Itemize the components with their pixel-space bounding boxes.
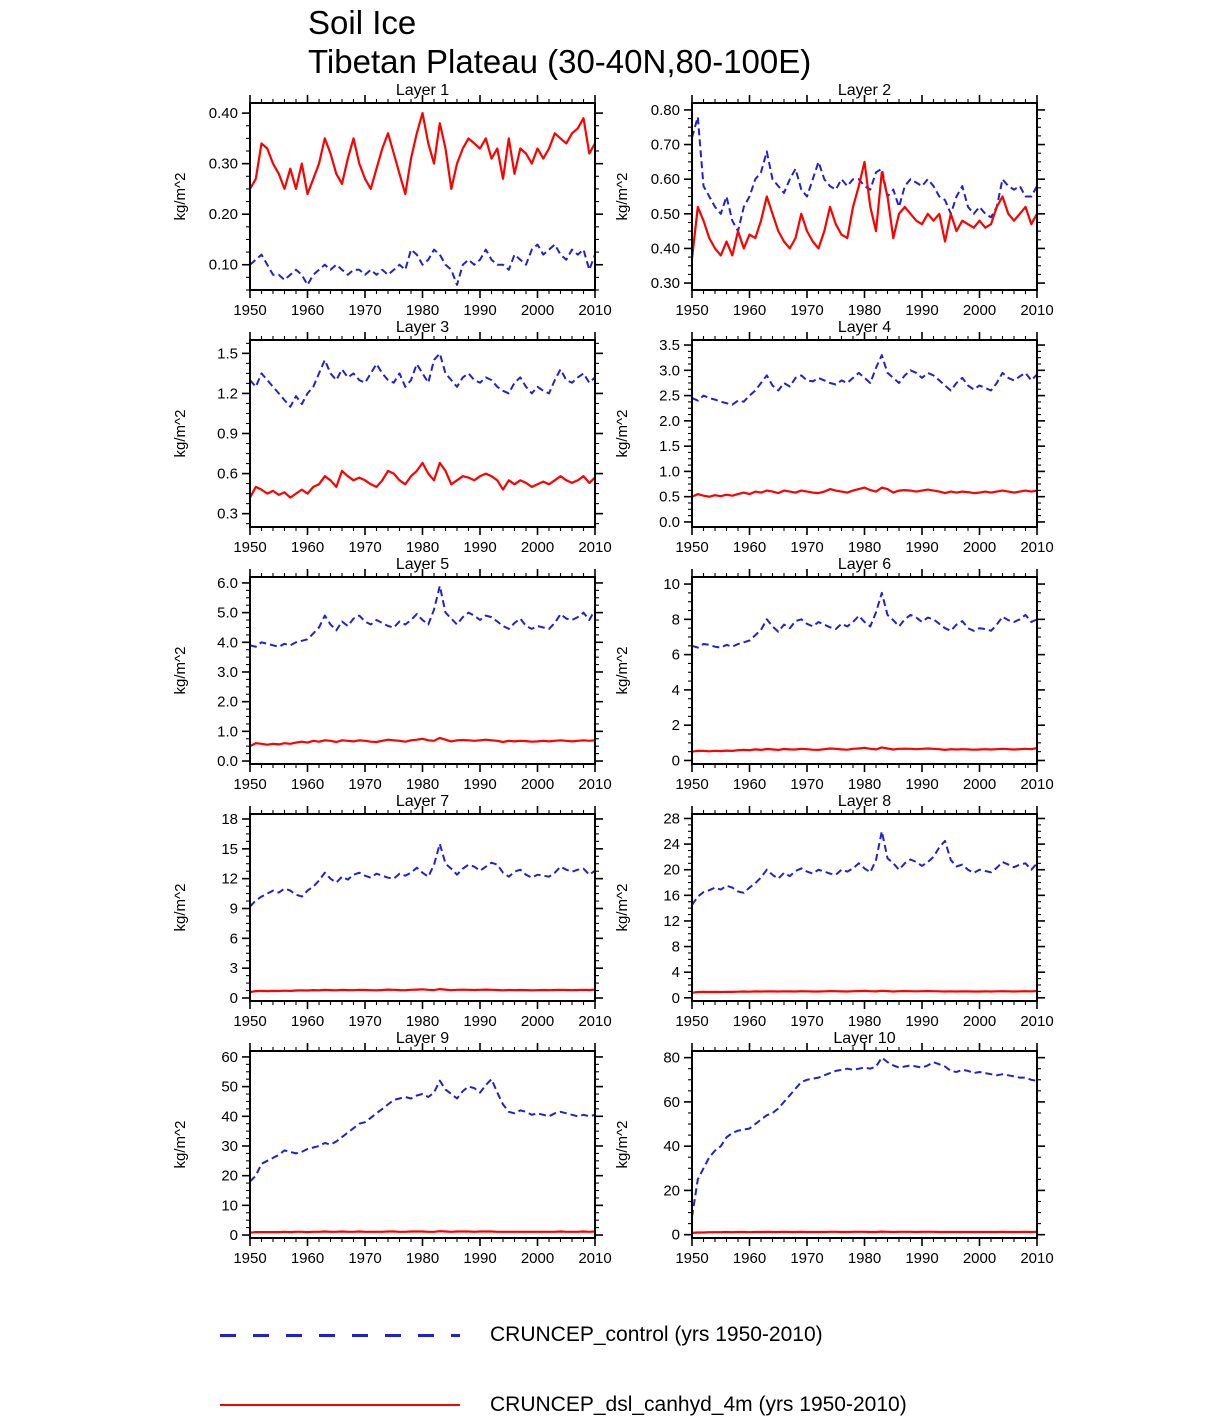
plot-box [692,103,1037,290]
x-tick-label: 1990 [905,539,939,556]
x-tick-label: 1990 [463,539,497,556]
x-tick-label: 2010 [1020,302,1054,319]
x-tick-label: 1950 [233,1250,267,1267]
y-tick-label: 0.5 [659,488,680,506]
figure-header [308,4,811,81]
x-tick-label: 1980 [847,776,882,793]
y-axis-label: kg/m^2 [172,1120,189,1169]
x-tick-label: 1970 [348,1250,382,1267]
x-tick-label: 1960 [732,1013,767,1030]
y-tick-label: 6 [671,646,680,664]
y-tick-label: 3.0 [659,362,680,380]
y-axis-label: kg/m^2 [614,172,631,221]
y-axis-label: kg/m^2 [614,1120,631,1169]
x-tick-label: 1990 [463,1013,497,1030]
x-tick-label: 1970 [790,302,824,319]
chart-layer-1 [160,73,612,319]
control-series-line [692,355,1037,405]
x-tick-label: 1980 [405,776,440,793]
x-tick-label: 1990 [463,776,497,793]
y-axis-label: kg/m^2 [614,409,631,458]
x-tick-label: 1950 [233,1013,267,1030]
plot-box [692,814,1037,1001]
dsl-series-line [250,1231,595,1233]
x-tick-label: 1960 [290,776,325,793]
x-tick-label: 1960 [290,539,325,556]
x-tick-label: 2000 [520,1013,555,1030]
chart-title: Layer 10 [833,1030,896,1047]
x-tick-label: 2010 [578,1013,612,1030]
y-tick-label: 20 [663,1182,680,1200]
y-tick-label: 15 [221,840,238,858]
legend-item-dsl [220,1392,907,1418]
x-tick-label: 2010 [1020,1250,1054,1267]
y-tick-label: 1.0 [217,723,238,741]
chart-layer-6 [602,547,1054,793]
y-tick-label: 0.20 [208,206,238,224]
y-tick-label: 0.6 [217,465,238,483]
x-tick-label: 1950 [675,1013,709,1030]
control-series-line [692,593,1037,648]
y-tick-label: 0.70 [650,136,680,154]
x-tick-label: 2000 [962,1250,997,1267]
legend-label-control: CRUNCEP_control (yrs 1950-2010) [490,1323,823,1346]
dsl-series-line [692,991,1037,993]
y-tick-label: 10 [663,576,680,594]
chart-layer-3 [160,310,612,556]
x-tick-label: 2010 [1020,1013,1054,1030]
y-tick-label: 20 [663,861,680,879]
y-tick-label: 12 [663,912,680,930]
x-tick-label: 1980 [405,302,440,319]
dsl-series-line [250,463,595,498]
y-tick-label: 40 [663,1138,680,1156]
x-tick-label: 2010 [1020,539,1054,556]
legend-item-control [220,1322,907,1348]
chart-title: Layer 3 [395,319,450,336]
chart-title: Layer 4 [837,319,892,336]
chart-title: Layer 6 [837,556,892,573]
y-tick-label: 0.80 [650,101,680,119]
y-tick-label: 24 [663,836,680,854]
x-tick-label: 1960 [290,1250,325,1267]
dsl-series-line [250,738,595,746]
x-tick-label: 1970 [790,539,824,556]
chart-layer-9 [160,1021,612,1267]
y-tick-label: 9 [229,900,238,918]
x-tick-label: 1970 [348,1013,382,1030]
y-tick-label: 60 [221,1048,238,1066]
chart-layer-2 [602,73,1054,319]
x-tick-label: 1980 [847,302,882,319]
y-tick-label: 4.0 [217,634,238,652]
control-series-line [692,117,1037,231]
chart-title: Layer 1 [395,82,450,99]
y-tick-label: 0.0 [217,753,238,771]
x-tick-label: 1990 [905,1250,939,1267]
y-axis-label: kg/m^2 [614,646,631,695]
y-tick-label: 20 [221,1167,238,1185]
x-tick-label: 1970 [348,539,382,556]
y-tick-label: 3.0 [217,663,238,681]
x-tick-label: 2000 [962,1013,997,1030]
y-tick-label: 2.0 [659,412,680,430]
legend [220,1322,907,1418]
x-tick-label: 1960 [290,302,325,319]
x-tick-label: 2000 [520,539,555,556]
y-tick-label: 40 [221,1108,238,1126]
y-tick-label: 0.50 [650,205,680,223]
control-series-line [692,831,1037,905]
y-tick-label: 0.0 [659,513,680,531]
y-tick-label: 1.5 [659,438,680,456]
x-tick-label: 2000 [962,539,997,556]
x-tick-label: 1950 [675,539,709,556]
y-tick-label: 6.0 [217,574,238,592]
chart-layer-5 [160,547,612,793]
chart-layer-8 [602,784,1054,1030]
y-tick-label: 8 [671,938,680,956]
x-tick-label: 2010 [578,302,612,319]
x-tick-label: 1960 [290,1013,325,1030]
x-tick-label: 1990 [905,302,939,319]
y-tick-label: 28 [663,810,680,828]
x-tick-label: 1950 [675,776,709,793]
chart-title: Layer 2 [837,82,892,99]
plot-box [250,103,595,290]
x-tick-label: 2010 [578,1250,612,1267]
control-series-line [250,844,595,907]
plot-box [692,577,1037,764]
y-tick-label: 18 [221,810,238,828]
plot-box [250,1051,595,1238]
x-tick-label: 2010 [578,776,612,793]
y-tick-label: 0.40 [208,105,238,123]
control-series-line [250,1079,595,1181]
y-tick-label: 50 [221,1078,238,1096]
x-tick-label: 1950 [233,302,267,319]
y-tick-label: 2 [671,717,680,735]
chart-layer-10 [602,1021,1054,1267]
x-tick-label: 2000 [962,302,997,319]
x-tick-label: 1980 [405,539,440,556]
y-tick-label: 0.10 [208,256,238,274]
x-tick-label: 1990 [463,1250,497,1267]
y-tick-label: 0 [229,1227,238,1245]
dsl-series-line [692,1232,1037,1233]
y-tick-label: 1.2 [217,385,238,403]
plot-box [250,340,595,527]
x-tick-label: 2000 [962,776,997,793]
x-tick-label: 1970 [790,776,824,793]
x-tick-label: 1990 [905,1013,939,1030]
figure-subtitle: Tibetan Plateau (30-40N,80-100E) [308,42,812,80]
x-tick-label: 2000 [520,776,555,793]
plot-box [250,577,595,764]
chart-layer-4 [602,310,1054,556]
y-tick-label: 0 [671,989,680,1007]
y-tick-label: 3 [229,960,238,978]
y-tick-label: 2.5 [659,387,680,405]
charts-grid [160,73,1054,1267]
chart-title: Layer 7 [395,793,450,810]
y-axis-label: kg/m^2 [614,883,631,932]
x-tick-label: 1970 [348,302,382,319]
y-tick-label: 0.9 [217,425,238,443]
x-tick-label: 1950 [675,302,709,319]
x-tick-label: 2010 [1020,776,1054,793]
y-tick-label: 3.5 [659,337,680,355]
y-tick-label: 30 [221,1137,238,1155]
y-axis-label: kg/m^2 [172,883,189,932]
dsl-series-line [250,989,595,992]
y-tick-label: 1.0 [659,463,680,481]
x-tick-label: 1980 [847,539,882,556]
y-tick-label: 1.5 [217,345,238,363]
x-tick-label: 1980 [847,1250,882,1267]
y-tick-label: 0 [229,990,238,1008]
y-axis-label: kg/m^2 [172,409,189,458]
y-tick-label: 6 [229,930,238,948]
y-tick-label: 60 [663,1093,680,1111]
x-tick-label: 1960 [732,776,767,793]
legend-label-dsl: CRUNCEP_dsl_canhyd_4m (yrs 1950-2010) [490,1393,907,1416]
chart-layer-7 [160,784,612,1030]
x-tick-label: 1960 [732,539,767,556]
y-tick-label: 80 [663,1049,680,1067]
control-series-line [250,245,595,285]
x-tick-label: 1990 [905,776,939,793]
y-tick-label: 0.60 [650,171,680,189]
control-series-line [692,1058,1037,1217]
y-tick-label: 16 [663,887,680,905]
x-tick-label: 2000 [520,1250,555,1267]
figure-title: Soil Ice [308,4,417,41]
x-tick-label: 2010 [578,539,612,556]
x-tick-label: 1980 [405,1013,440,1030]
y-tick-label: 0 [671,752,680,770]
x-tick-label: 1950 [675,1250,709,1267]
plot-box [692,340,1037,527]
legend-line-sample-dsl [220,1404,460,1406]
x-tick-label: 1950 [233,776,267,793]
y-tick-label: 8 [671,611,680,629]
x-tick-label: 1990 [463,302,497,319]
plot-box [250,814,595,1001]
y-tick-label: 0 [671,1226,680,1244]
x-tick-label: 1970 [348,776,382,793]
control-series-line [250,586,595,647]
y-axis-label: kg/m^2 [172,172,189,221]
chart-title: Layer 8 [837,793,892,810]
x-tick-label: 2000 [520,302,555,319]
x-tick-label: 1960 [732,1250,767,1267]
chart-title: Layer 5 [395,556,450,573]
dsl-series-line [250,113,595,194]
y-tick-label: 0.30 [208,155,238,173]
y-tick-label: 2.0 [217,693,238,711]
y-tick-label: 0.30 [650,275,680,293]
x-tick-label: 1980 [847,1013,882,1030]
x-tick-label: 1960 [732,302,767,319]
x-tick-label: 1980 [405,1250,440,1267]
legend-line-sample-control [220,1334,460,1337]
y-tick-label: 10 [221,1197,238,1215]
x-tick-label: 1970 [790,1013,824,1030]
y-tick-label: 4 [671,964,680,982]
y-tick-label: 0.3 [217,505,238,523]
y-axis-label: kg/m^2 [172,646,189,695]
x-tick-label: 1970 [790,1250,824,1267]
x-tick-label: 1950 [233,539,267,556]
dsl-series-line [692,488,1037,497]
y-tick-label: 4 [671,681,680,699]
chart-title: Layer 9 [395,1030,450,1047]
plot-box [692,1051,1037,1238]
control-series-line [250,353,595,406]
dsl-series-line [692,747,1037,751]
y-tick-label: 12 [221,870,238,888]
y-tick-label: 0.40 [650,240,680,258]
y-tick-label: 5.0 [217,604,238,622]
